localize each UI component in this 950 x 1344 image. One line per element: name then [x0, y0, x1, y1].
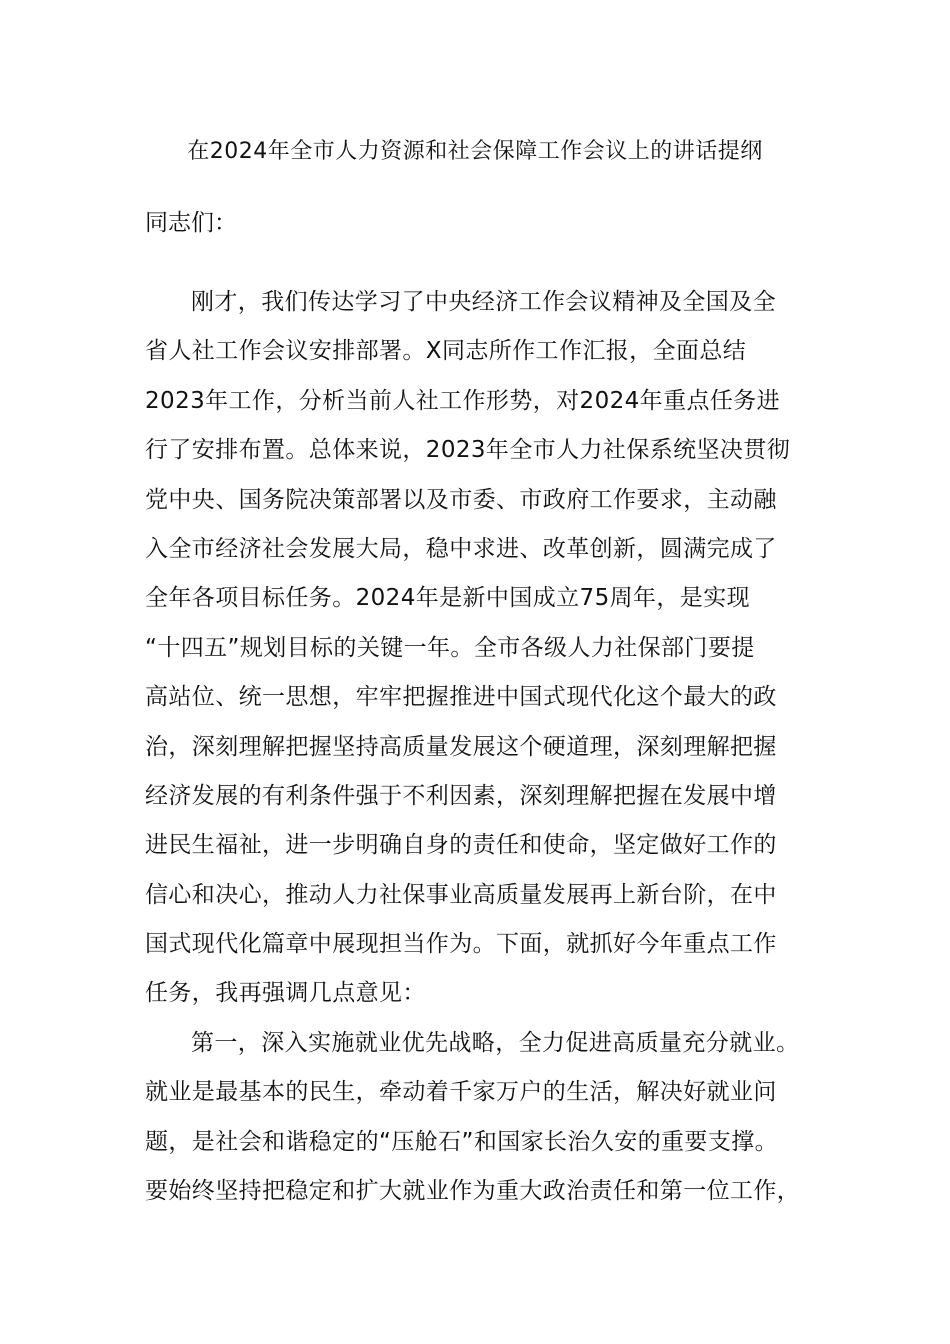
text-line: 任务，我再强调几点意见： [145, 980, 426, 1007]
text-line: “十四五”规划目标的关键一年。全市各级人力社保部门要提 [145, 634, 755, 661]
salutation: 同志们： [145, 210, 237, 236]
text-line: 要始终坚持把稳定和扩大就业作为重大政治责任和第一位工作， [145, 1178, 801, 1205]
text-line: 题，是社会和谐稳定的“压舱石”和国家长治久安的重要支撑。 [145, 1128, 779, 1155]
text-line: 国式现代化篇章中展现担当作为。下面，就抓好今年重点工作 [145, 931, 777, 958]
text-line: 入全市经济社会发展大局，稳中求进、改革创新，圆满完成了 [145, 535, 777, 562]
text-line: 2023年工作，分析当前人社工作形势，对2024年重点任务进 [145, 387, 781, 414]
text-line: 高站位、统一思想，牢牢把握推进中国式现代化这个最大的政 [145, 684, 777, 711]
document-title: 在2024年全市人力资源和社会保障工作会议上的讲话提纲 [187, 139, 763, 164]
text-line: 进民生福祉，进一步明确自身的责任和使命，坚定做好工作的 [145, 832, 777, 859]
text-line: 全年各项目标任务。2024年是新中国成立75周年，是实现 [145, 585, 750, 612]
text-line: 经济发展的有利条件强于不利因素，深刻理解把握在发展中增 [145, 782, 777, 809]
text-line: 信心和决心，推动人力社保事业高质量发展再上新台阶，在中 [145, 881, 777, 908]
text-line: 党中央、国务院决策部署以及市委、市政府工作要求，主动融 [145, 486, 777, 513]
text-line: 行了安排布置。总体来说，2023年全市人力社保系统坚决贯彻 [145, 437, 791, 464]
text-line: 治，深刻理解把握坚持高质量发展这个硬道理，深刻理解把握 [145, 733, 777, 760]
text-line: 第一，深入实施就业优先战略，全力促进高质量充分就业。 [191, 1029, 800, 1056]
text-line: 就业是最基本的民生，牵动着千家万户的生活，解决好就业问 [145, 1079, 777, 1106]
body-text [145, 284, 810, 1222]
text-line: 刚才，我们传达学习了中央经济工作会议精神及全国及全 [191, 289, 776, 315]
text-line: 省人社工作会议安排部署。X同志所作工作汇报，全面总结 [145, 338, 747, 365]
